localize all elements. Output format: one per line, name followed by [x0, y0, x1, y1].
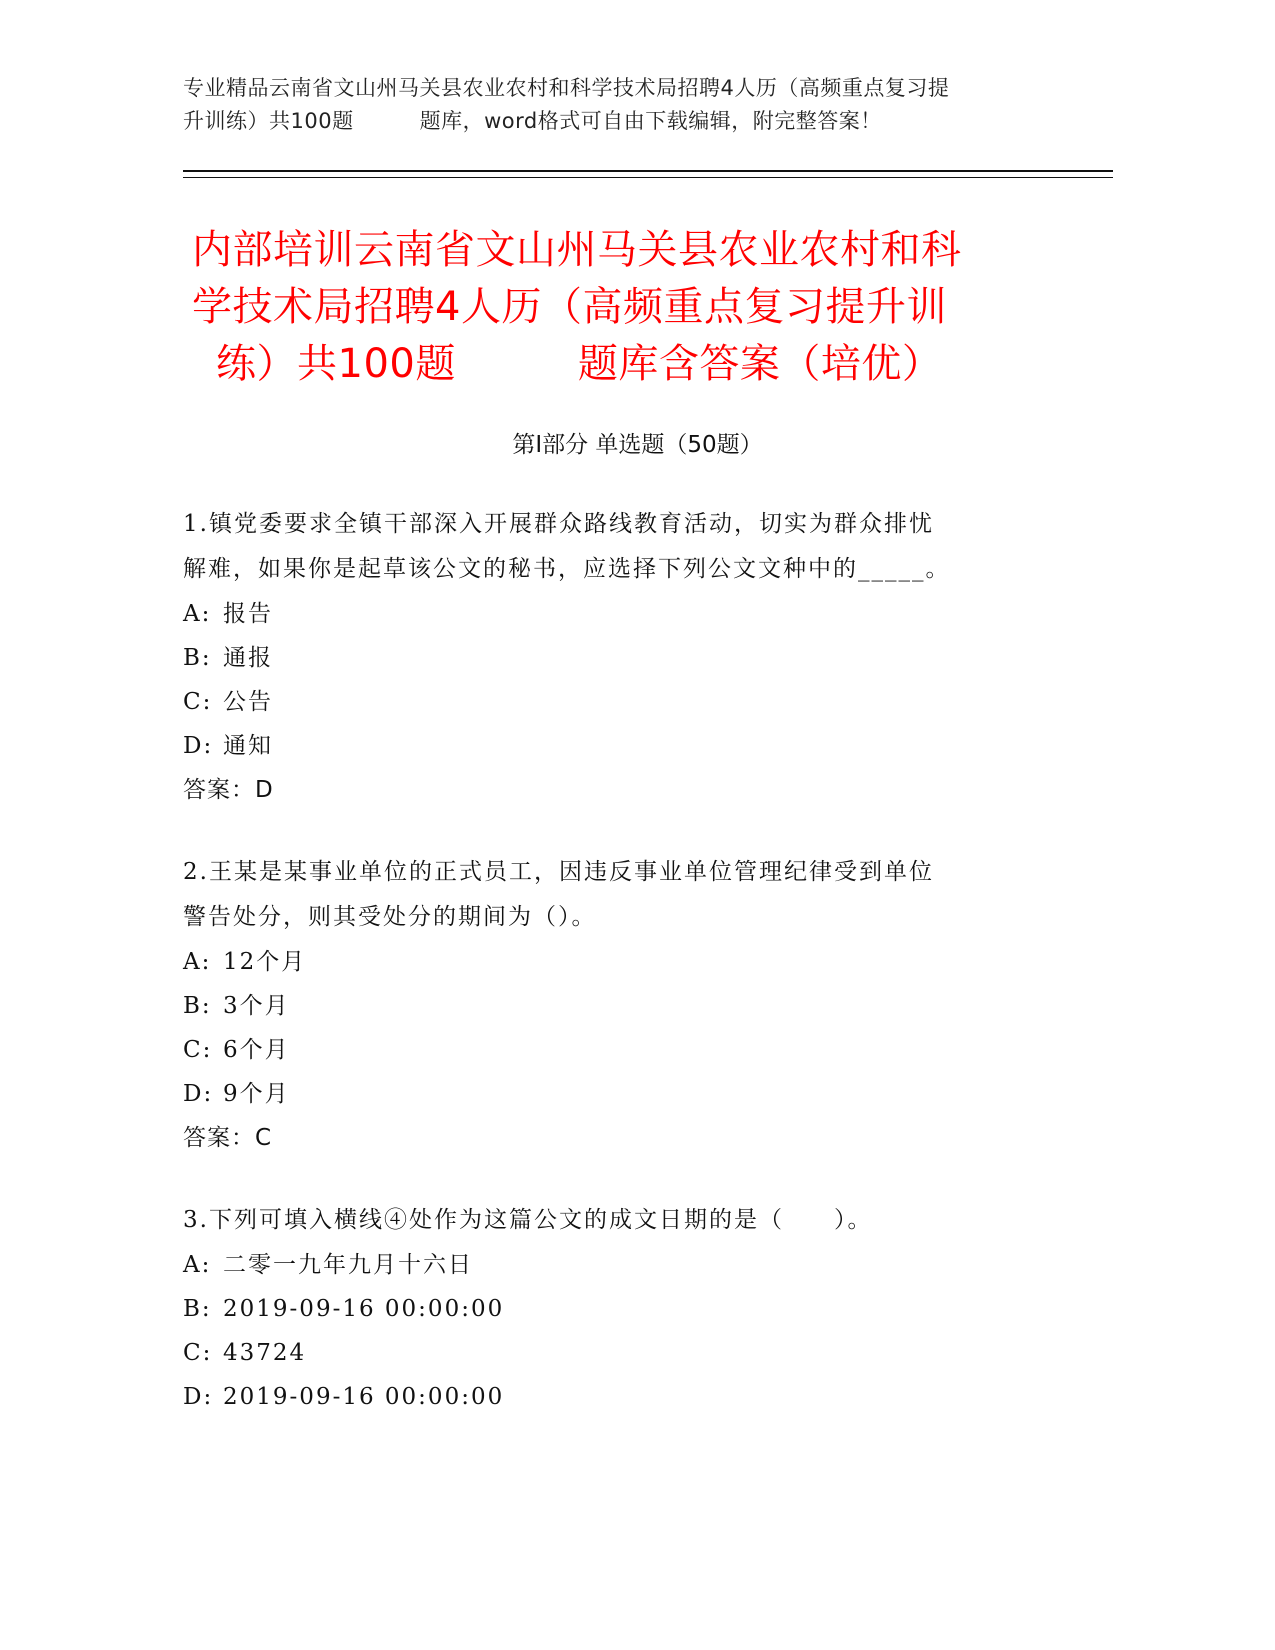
- option-b: [183, 636, 1063, 680]
- option-letter: D:: [183, 733, 214, 759]
- option-text: 2019-09-16 00:00:00: [223, 1384, 505, 1410]
- option-d: [183, 1072, 1063, 1116]
- question-stem-line: 2.王某是某事业单位的正式员工，因违反事业单位管理纪律受到单位: [183, 859, 934, 885]
- option-c: [183, 680, 1063, 724]
- question-2: [183, 850, 1063, 1160]
- question-3: [183, 1198, 1063, 1419]
- question-stem-line: 3.下列可填入横线④处作为这篇公文的成文日期的是（ ）。: [183, 1207, 873, 1233]
- option-c: [183, 1028, 1063, 1072]
- question-1: [183, 502, 1063, 812]
- document-title-line-3a: 练）共100题: [216, 341, 456, 387]
- document-title-line-2: 学技术局招聘4人历（高频重点复习提升训: [192, 284, 947, 330]
- question-stem-line: 1.镇党委要求全镇干部深入开展群众路线教育活动，切实为群众排忧: [183, 511, 934, 537]
- option-text: 通报: [223, 645, 273, 671]
- option-letter: D:: [183, 1384, 214, 1410]
- question-stem-line: 解难，如果你是起草该公文的秘书，应选择下列公文文种中的_____。: [183, 556, 951, 582]
- option-letter: C:: [183, 1037, 213, 1063]
- answer-line: 答案：D: [183, 777, 274, 803]
- document-title-line-3: [192, 336, 1072, 393]
- question-stem-line: 警告处分，则其受处分的期间为（）。: [183, 904, 597, 930]
- option-letter: D:: [183, 1081, 214, 1107]
- option-text: 二零一九年九月十六日: [223, 1252, 473, 1278]
- header-note-line-2a: 升训练）共100题: [183, 109, 354, 133]
- option-c: [183, 1331, 1063, 1375]
- option-text: 通知: [223, 733, 273, 759]
- header-note-line-2b: 题库，word格式可自由下载编辑，附完整答案！: [419, 109, 882, 133]
- option-letter: A:: [183, 1252, 212, 1278]
- header-rule-thin: [183, 177, 1113, 178]
- header-note-line-2: [183, 105, 1063, 138]
- option-text: 报告: [223, 601, 273, 627]
- answer-line: 答案：C: [183, 1125, 273, 1151]
- option-text: 公告: [223, 689, 273, 715]
- document-title-line-1: 内部培训云南省文山州马关县农业农村和科: [192, 227, 962, 273]
- option-text: 3个月: [223, 993, 290, 1019]
- option-text: 6个月: [223, 1037, 290, 1063]
- option-letter: B:: [183, 993, 212, 1019]
- option-letter: A:: [183, 601, 212, 627]
- option-d: [183, 724, 1063, 768]
- section-title: 第Ⅰ部分 单选题（50题）: [512, 432, 763, 458]
- option-text: 12个月: [223, 949, 307, 975]
- option-a: [183, 940, 1063, 984]
- document-title: [192, 222, 1072, 393]
- option-text: 2019-09-16 00:00:00: [223, 1296, 505, 1322]
- option-letter: A:: [183, 949, 212, 975]
- header-note-line-1: 专业精品云南省文山州马关县农业农村和科学技术局招聘4人历（高频重点复习提: [183, 76, 950, 100]
- document-title-line-3b: 题库含答案（培优）: [577, 341, 943, 387]
- option-letter: C:: [183, 1340, 213, 1366]
- option-d: [183, 1375, 1063, 1419]
- option-b: [183, 1287, 1063, 1331]
- option-letter: B:: [183, 645, 212, 671]
- header-rule-thick: [183, 170, 1113, 172]
- option-letter: C:: [183, 689, 213, 715]
- option-b: [183, 984, 1063, 1028]
- option-text: 9个月: [223, 1081, 290, 1107]
- option-letter: B:: [183, 1296, 212, 1322]
- option-text: 43724: [223, 1340, 307, 1366]
- option-a: [183, 1243, 1063, 1287]
- header-note: [183, 72, 1063, 138]
- option-a: [183, 592, 1063, 636]
